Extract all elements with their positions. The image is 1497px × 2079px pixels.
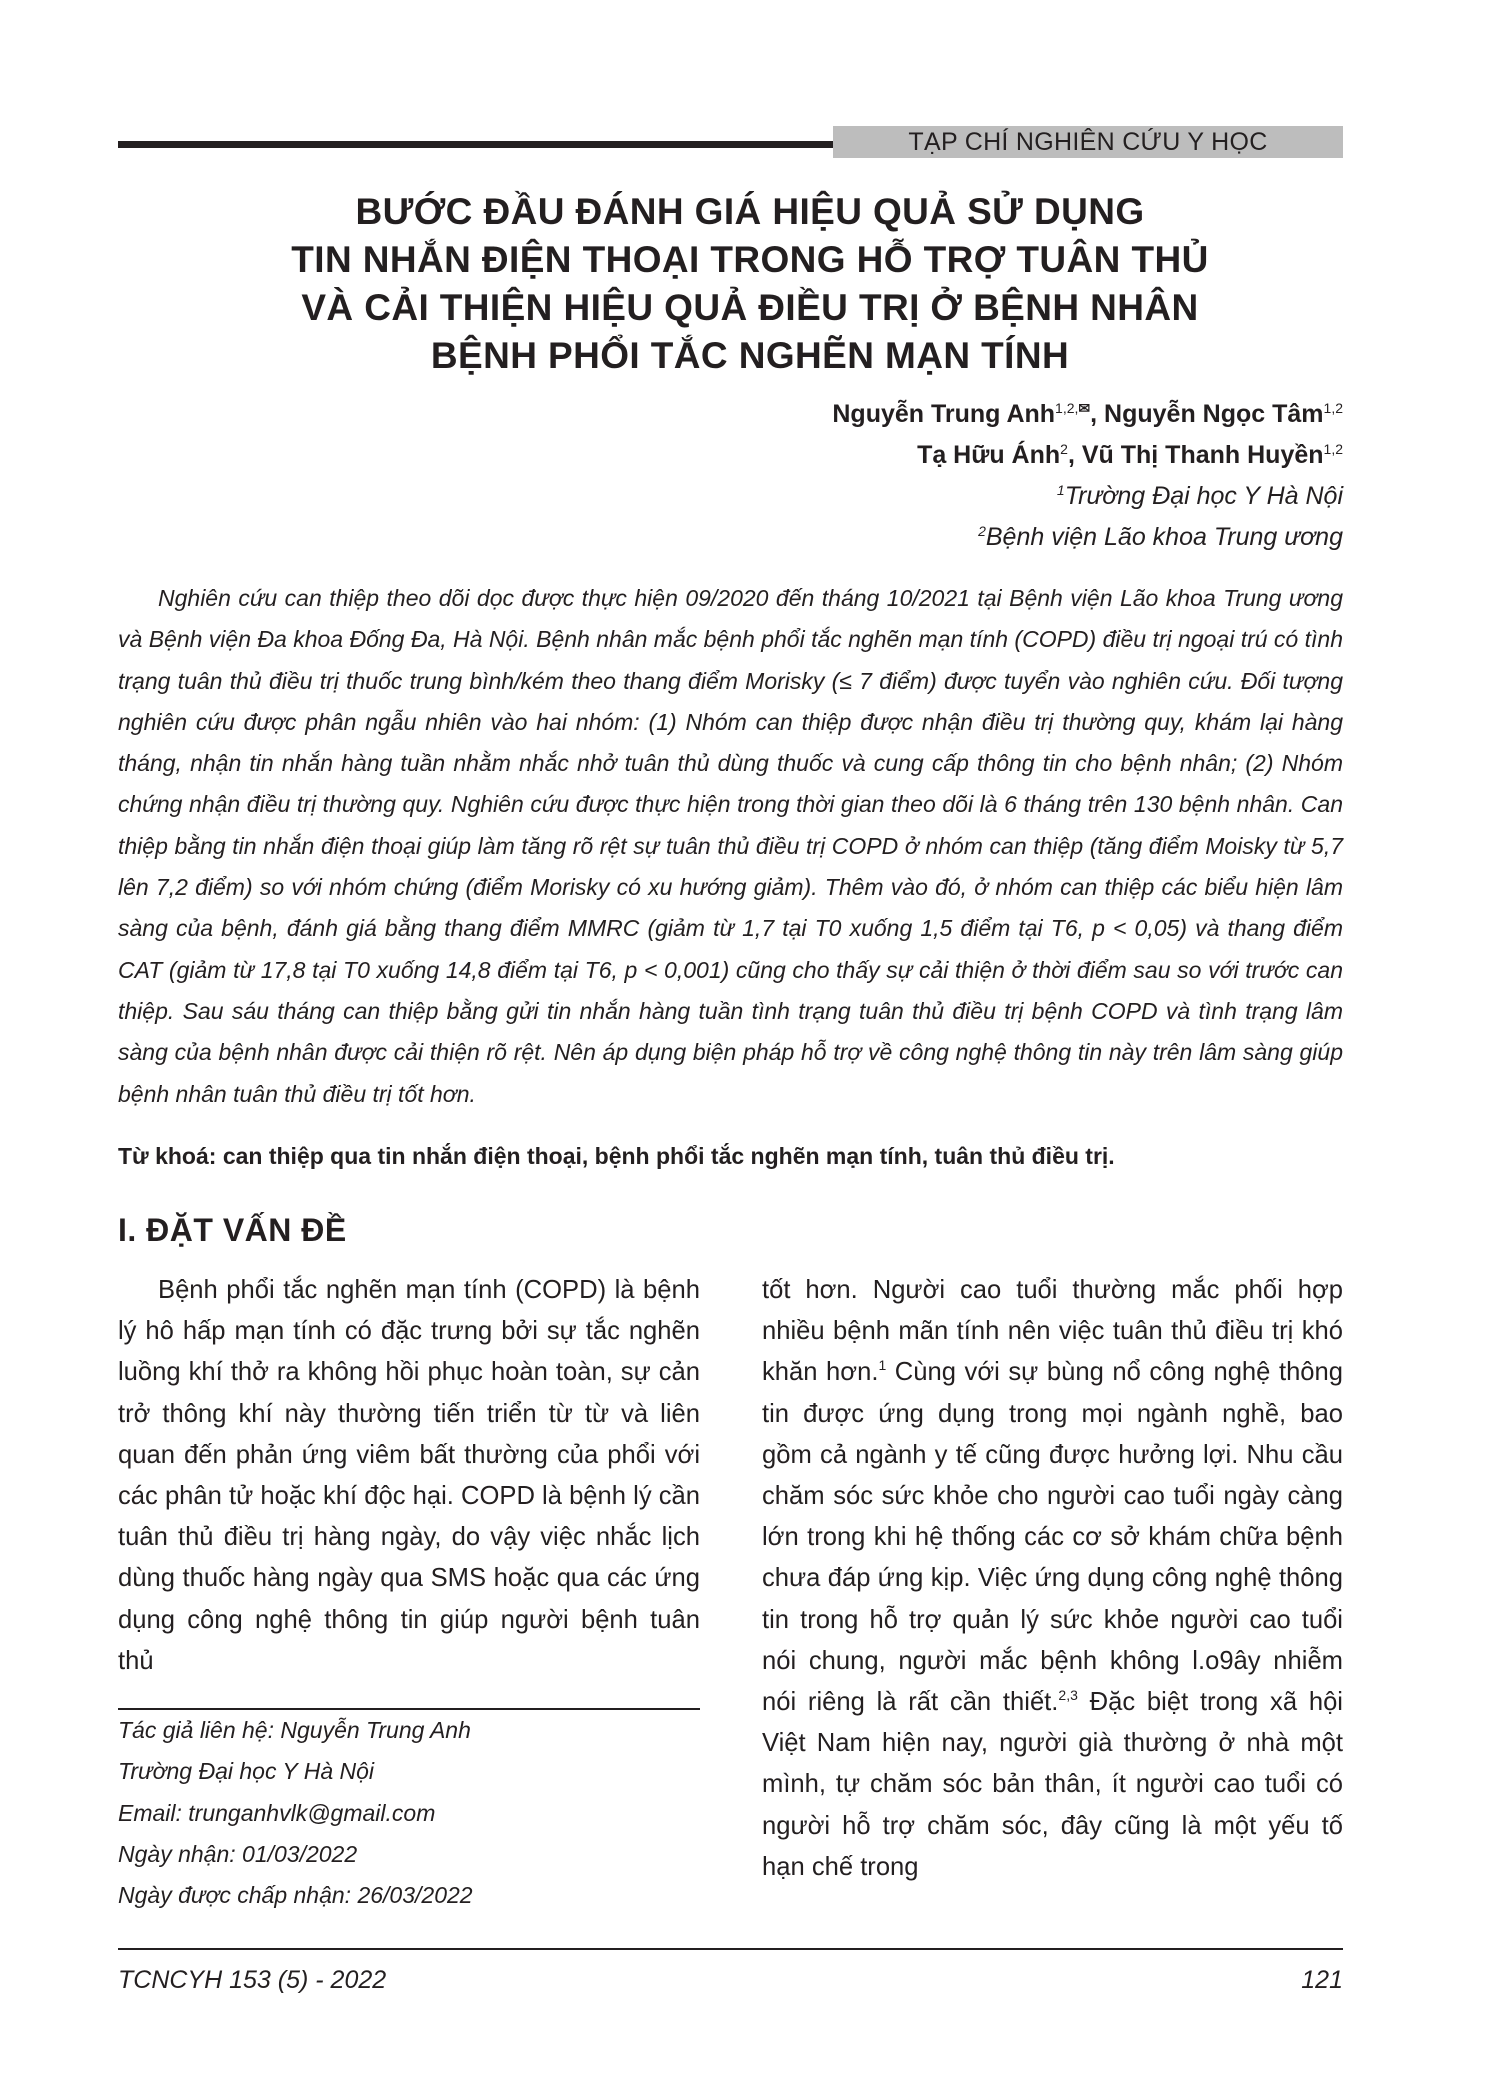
citation-ref: 1 xyxy=(878,1357,887,1374)
footnote-line: Ngày nhận: 01/03/2022 xyxy=(118,1840,358,1867)
affiliation-sup: 1 xyxy=(1056,482,1065,498)
footer-rule xyxy=(118,1948,1343,1950)
author-line-2 xyxy=(832,435,1343,476)
author-affiliation-sup: 1,2 xyxy=(1323,441,1343,457)
author-affiliation-sup: 1,2 xyxy=(1323,400,1343,416)
author-block xyxy=(832,388,1343,558)
abstract: Nghiên cứu can thiệp theo dõi dọc được thực hiện 09/2020 đến tháng 10/2021 tại Bệnh viện Lão khoa Trung ương và Bệnh viện Đa khoa Đống Đa, Hà Nội. Bệnh nhân mắc bệnh phổi tắc nghẽn mạn tính (COPD) điều trị ngoại trú có tình trạng tuân thủ điều trị thuốc trung bình/kém theo thang điểm Morisky (≤ 7 điểm) được tuyển vào nghiên cứu. Đối tượng nghiên cứu được phân ngẫu nhiên vào hai nhóm: (1) Nhóm can thiệp được nhận điều trị thường quy, khám lại hàng tháng, nhận tin nhắn hàng tuần nhằm nhắc nhở tuân thủ dùng thuốc và cung cấp thông tin cho bệnh nhân; (2) Nhóm chứng nhận điều trị thường quy. Nghiên cứu được thực hiện trong thời gian theo dõi là 6 tháng trên 130 bệnh nhân. Can thiệp bằng tin nhắn điện thoại giúp làm tăng rõ rệt sự tuân thủ điều trị COPD ở nhóm can thiệp (tăng điểm Moisky từ 5,7 lên 7,2 điểm) so với nhóm chứng (điểm Morisky có xu hướng giảm). Thêm vào đó, ở nhóm can thiệp các biểu hiện lâm sàng của bệnh, đánh giá bằng thang điểm MMRC (giảm từ 1,7 tại T0 xuống 1,5 điểm tại T6, p < 0,05) và thang điểm CAT (giảm từ 17,8 tại T0 xuống 14,8 điểm tại T6, p < 0,001) cũng cho thấy sự cải thiện ở thời điểm sau so với trước can thiệp. Sau sáu tháng can thiệp bằng gửi tin nhắn hàng tuần tình trạng tuân thủ điều trị bệnh COPD và tình trạng lâm sàng của bệnh nhân được cải thiện rõ rệt. Nên áp dụng biện pháp hỗ trợ về công nghệ thông tin này trên lâm sàng giúp bệnh nhân tuân thủ điều trị tốt hơn. xyxy=(118,585,1343,1107)
author-name: Vũ Thị Thanh Huyền xyxy=(1081,441,1324,469)
author-affiliation-sup: 2 xyxy=(1060,441,1068,457)
body-text: Cùng với sự bùng nổ công nghệ thông tin được ứng dụng trong mọi ngành nghề, bao gồm cả ngành y tế cũng được hưởng lợi. Nhu cầu chăm sóc sức khỏe cho người cao tuổi ngày càng lớn trong khi hệ thống các cơ sở khám chữa bệnh chưa đáp ứng kịp. Việc ứng dụng công nghệ thông tin trong hỗ trợ quản lý sức khỏe người cao tuổi nói chung, người mắc bệnh không l.o9ây nhiễm nói riêng là rất cần thiết. xyxy=(762,1358,1343,1717)
author-line-1 xyxy=(832,388,1343,435)
citation-ref: 2,3 xyxy=(1058,1687,1078,1704)
title-line: BỆNH PHỔI TẮC NGHẼN MẠN TÍNH xyxy=(430,335,1070,376)
footnote-line: Email: trunganhvlk@gmail.com xyxy=(118,1799,436,1826)
footnote-line: Trường Đại học Y Hà Nội xyxy=(118,1758,375,1785)
article-title xyxy=(140,188,1360,380)
section-heading: I. ĐẶT VẤN ĐỀ xyxy=(118,1212,347,1248)
footer-citation: TCNCYH 153 (5) - 2022 xyxy=(118,1966,387,1994)
affiliation-sup: 2 xyxy=(978,523,986,539)
footnote-line: Tác giả liên hệ: Nguyễn Trung Anh xyxy=(118,1717,471,1743)
affiliation-2 xyxy=(832,517,1343,558)
author-name: Nguyễn Ngọc Tâm xyxy=(1104,400,1324,428)
correspondence-footnote xyxy=(118,1710,700,1916)
affiliation-1 xyxy=(832,476,1343,517)
journal-name: TẠP CHÍ NGHIÊN CỨU Y HỌC xyxy=(833,126,1343,158)
title-line: VÀ CẢI THIỆN HIỆU QUẢ ĐIỀU TRỊ Ở BỆNH NHÂN xyxy=(301,287,1199,328)
author-separator: , xyxy=(1067,441,1082,469)
page-number: 121 xyxy=(1301,1966,1343,1994)
header-rule xyxy=(118,141,840,148)
body-text: tốt hơn. Người cao tuổi thường mắc phối hợp nhiều bệnh mãn tính nên việc tuân thủ điều trị khó khăn hơn. xyxy=(762,1276,1343,1387)
author-name: Tạ Hữu Ánh xyxy=(917,441,1061,469)
envelope-icon: ✉ xyxy=(1078,400,1091,416)
keywords: Từ khoá: can thiệp qua tin nhắn điện thoại, bệnh phổi tắc nghẽn mạn tính, tuân thủ điều trị. xyxy=(118,1143,1115,1169)
footnote-line: Ngày được chấp nhận: 26/03/2022 xyxy=(118,1882,473,1909)
title-line: BƯỚC ĐẦU ĐÁNH GIÁ HIỆU QUẢ SỬ DỤNG xyxy=(355,191,1145,232)
body-column-right xyxy=(762,1270,1343,1888)
author-name: Nguyễn Trung Anh xyxy=(832,400,1056,428)
author-affiliation-sup: 1,2, xyxy=(1055,400,1079,416)
affiliation-name: Trường Đại học Y Hà Nội xyxy=(1064,482,1343,510)
affiliation-name: Bệnh viện Lão khoa Trung ương xyxy=(985,523,1343,551)
body-column-left: Bệnh phổi tắc nghẽn mạn tính (COPD) là bệnh lý hô hấp mạn tính có đặc trưng bởi sự tắc nghẽn luồng khí thở ra không hồi phục hoàn toàn, sự cản trở thông khí này thường tiến triển từ từ và liên quan đến phản ứng viêm bất thường của phổi với các phân tử hoặc khí độc hại. COPD là bệnh lý cần tuân thủ điều trị hàng ngày, do vậy việc nhắc lịch dùng thuốc hàng ngày qua SMS hoặc qua các ứng dụng công nghệ thông tin giúp người bệnh tuân thủ xyxy=(118,1276,700,1675)
body-text: Đặc biệt trong xã hội Việt Nam hiện nay, người già thường ở nhà một mình, tự chăm sóc bản thân, ít người cao tuổi có người hỗ trợ chăm sóc, đây cũng là một yếu tố hạn chế trong xyxy=(762,1688,1343,1881)
author-separator: , xyxy=(1090,400,1105,428)
title-line: TIN NHẮN ĐIỆN THOẠI TRONG HỖ TRỢ TUÂN THỦ xyxy=(291,239,1209,280)
